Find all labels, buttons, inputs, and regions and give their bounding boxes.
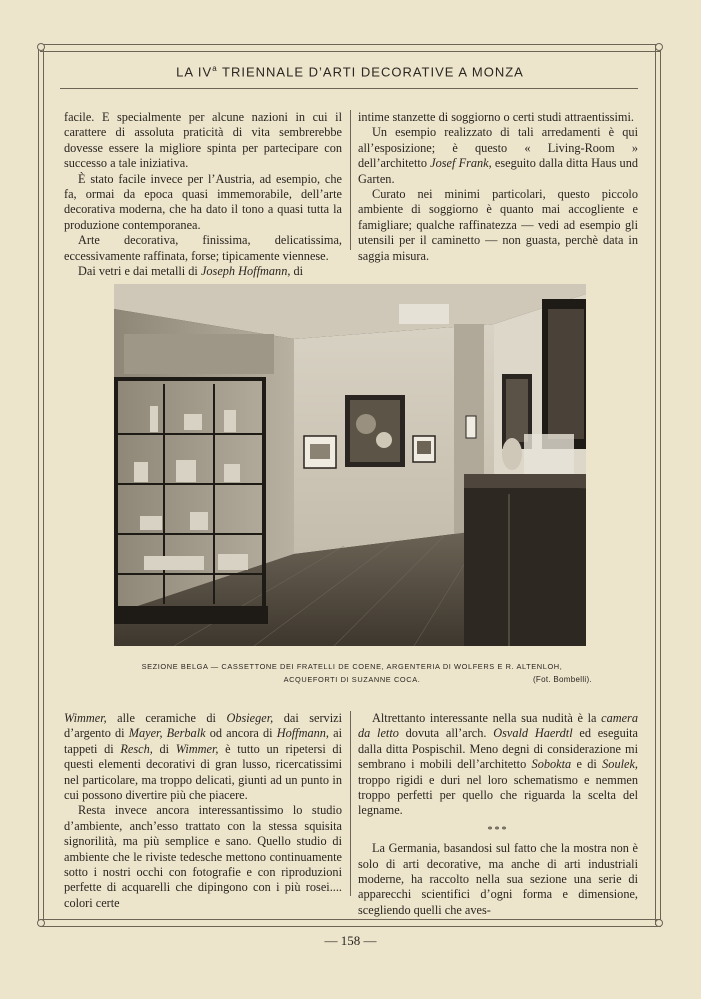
frame-right-rule	[655, 44, 661, 925]
name-italic: Obsieger,	[226, 711, 274, 725]
frame-corner-ornament	[37, 43, 45, 51]
frame-left-rule	[38, 44, 44, 925]
text-run: è tutto un ripetersi di questi elementi decorativi di gran lusso, ricercatissimi nel particolare, ma troppo delicati, giunti ad un punto in cui possono divertire più che piacere.	[64, 741, 342, 803]
paragraph	[64, 264, 342, 279]
text-run: dovuta all’arch.	[398, 726, 494, 741]
paragraph: È stato facile invece per l’Austria, ad esempio, che fa, ormai da epoca quasi immemorabile, dell’arte decorativa moderna, che ha dato il tono a quasi tutta la produzione contemporanea.	[64, 171, 342, 232]
name-italic: Mayer, Berbalk	[128, 726, 206, 741]
frame-corner-ornament	[655, 43, 663, 51]
frame-bottom-rule	[40, 919, 661, 927]
paragraph: Arte decorativa, finissima, delicatissima, eccessivamente raffinata, forse; tipicamente viennese.	[64, 233, 342, 263]
caption-line	[112, 673, 592, 686]
paragraph	[358, 711, 638, 819]
bottom-right-column	[358, 711, 638, 918]
paragraph: intime stanzette di soggiorno o certi studi attraentissimi.	[358, 110, 634, 124]
paragraph: La Germania, basandosi sul fatto che la mostra non è solo di arti decorative, ma anche di arti industriali moderne, ha raccolto nella sua sezione una serie di apparecchi scientifici d’ogni forma e dimensione, scegliendo quelli che aves-	[358, 841, 638, 917]
running-head-prefix: LA IV	[176, 64, 213, 80]
frame-corner-ornament	[655, 919, 663, 927]
section-separator: ***	[487, 824, 509, 836]
name-italic: Soulek,	[602, 757, 638, 772]
name-italic: Josef Frank,	[430, 156, 492, 171]
paragraph	[64, 711, 342, 803]
text-run: Un esempio realizzato di tali arredamenti è qui all’esposizione; è questo « Living-Room » dell’architetto	[358, 125, 638, 171]
top-left-column	[64, 110, 342, 279]
name-italic: Resch,	[120, 741, 153, 756]
page-number: — 158 —	[324, 933, 377, 948]
text-run: eseguito dalla ditta Haus und Garten.	[358, 156, 638, 186]
text-run: dai servizi d’argento di	[64, 711, 342, 741]
photo-caption	[112, 660, 592, 686]
text-run: Altrettanto interessante nella sua nudità è la	[372, 711, 602, 725]
name-italic: Osvald Haerdtl	[493, 726, 573, 741]
paragraph	[358, 125, 638, 187]
running-head-rule	[60, 88, 638, 89]
text-run: od ancora di	[205, 726, 277, 741]
bottom-left-column	[64, 711, 342, 911]
text-run: ACQUEFORTI DI SUZANNE COCA.	[283, 675, 421, 684]
text-run: troppo rigidi e duri nel loro schematismo e nemmen troppo perfetti per quello che riguarda la scelta del legname.	[358, 772, 638, 818]
frame-top-rule	[40, 44, 661, 52]
text-run: Dai vetri e dai metalli di	[78, 264, 201, 279]
text-run: di	[290, 264, 304, 279]
term-italic: camera da letto	[358, 711, 638, 741]
column-divider	[350, 110, 351, 250]
frame-corner-ornament	[37, 919, 45, 927]
text-run: di	[152, 741, 176, 756]
column-divider	[350, 711, 351, 896]
text-run: ed eseguita dalla ditta Pospischil. Meno degni di considerazione mi sembrano i mobili dell’architetto	[358, 726, 639, 772]
exhibition-photograph	[114, 284, 586, 646]
name-italic: Wimmer,	[64, 711, 107, 725]
name-italic: Joseph Hoffmann,	[200, 264, 291, 279]
running-head	[60, 64, 640, 79]
caption-line: SEZIONE BELGA — CASSETTONE DEI FRATELLI DE COENE, ARGENTERIA DI WOLFERS E R. ALTENLOH,	[141, 662, 563, 671]
photo-credit: (Fot. Bombelli).	[532, 675, 592, 684]
paragraph: facile. E specialmente per alcune nazioni in cui il carattere di assoluta praticità di vita sembrerebbe dovesse essere la migliore spinta per partecipare con successo a tale iniziativa.	[64, 110, 342, 171]
top-right-column	[358, 110, 638, 264]
running-head-suffix: TRIENNALE D’ARTI DECORATIVE A MONZA	[217, 64, 524, 80]
name-italic: Hoffmann,	[276, 726, 329, 741]
name-italic: Sobokta	[531, 757, 572, 772]
text-run: ai tappeti di	[64, 726, 342, 756]
running-head-superscript: a	[212, 64, 218, 73]
paragraph: Curato nei minimi particolari, questo piccolo ambiente di soggiorno è quanto mai accogliente e famigliare; qualche raffinatezza — vedi ad esempio gli utensili per il caminetto — non guasta, perchè data in saggia misura.	[358, 187, 638, 263]
text-run: alle ceramiche di	[106, 711, 227, 725]
text-run: e di	[571, 757, 603, 772]
name-italic: Wimmer,	[175, 741, 219, 756]
paragraph: Resta invece ancora interessantissimo lo studio d’ambiente, anch’esso trattato con la stessa squisita signorilità, ma più semplice e sano. Quello studio di ambiente che le riviste tedesche mettono continuamente sotto i nostri occhi con fotografie e con riproduzioni perfette di acquarelli che dipingono con i più rosei.... colori certe	[64, 803, 342, 910]
